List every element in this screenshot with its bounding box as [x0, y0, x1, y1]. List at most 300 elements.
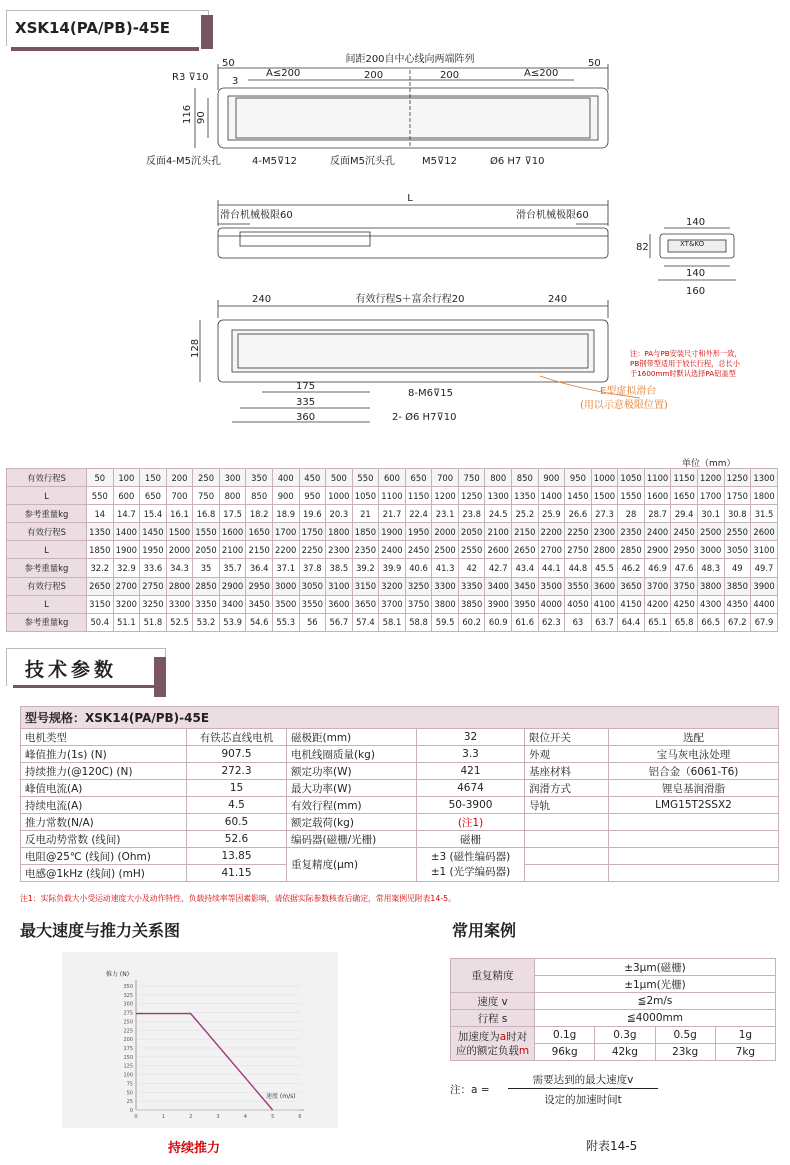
- dim-row-label: 参考重量kg: [7, 559, 87, 577]
- param-label: 持续推力(@120C) (N): [21, 763, 187, 780]
- dim-row-label: L: [7, 541, 87, 559]
- dim-cell: 24.5: [485, 505, 512, 523]
- dim-cell: 1200: [697, 469, 724, 487]
- param-label: 基座材料: [525, 763, 609, 780]
- chart-panel: [62, 952, 338, 1128]
- dim-cell: 150: [140, 469, 167, 487]
- param-label: 反电动势常数 (线间): [21, 831, 187, 848]
- cases-stroke-label: 行程 s: [451, 1010, 535, 1027]
- dim-cell: 4000: [538, 595, 565, 613]
- dim-cell: 20.3: [326, 505, 353, 523]
- dim-cell: 2300: [591, 523, 618, 541]
- dim-row: [7, 559, 778, 577]
- dim-cell: 32.9: [113, 559, 140, 577]
- y-tick-label: 200: [123, 1037, 133, 1044]
- dim-cell: 3550: [565, 577, 592, 595]
- dim-cell: 2800: [591, 541, 618, 559]
- param-label: 电机线圈质量(kg): [287, 746, 417, 763]
- dim-cell: 54.6: [246, 613, 273, 631]
- y-tick-label: 350: [123, 984, 133, 990]
- dim-cell: 2200: [538, 523, 565, 541]
- dim-cell: 3650: [618, 577, 645, 595]
- dim-cell: 500: [326, 469, 353, 487]
- dim-cell: 1700: [272, 523, 299, 541]
- dim-row-label: 有效行程S: [7, 577, 87, 595]
- dim-cell: 700: [432, 469, 459, 487]
- dim-cell: 49.7: [751, 559, 778, 577]
- accel-2: 0.5g: [655, 1027, 715, 1044]
- dim-cell: 39.2: [352, 559, 379, 577]
- spec-row: [21, 729, 779, 746]
- dim-cell: 600: [379, 469, 406, 487]
- callout-back-m5: 反面M5沉头孔: [330, 156, 395, 167]
- dim-cell: 3500: [538, 577, 565, 595]
- cases-stroke-value: ≦4000mm: [535, 1010, 776, 1027]
- dim-cell: 1400: [538, 487, 565, 505]
- dim-cell: 2000: [432, 523, 459, 541]
- dim-cell: 3250: [405, 577, 432, 595]
- param-value: 13.85: [187, 848, 287, 865]
- param-label: 磁极距(mm): [287, 729, 417, 746]
- dim-cell: 1000: [326, 487, 353, 505]
- dim-cell: 2100: [485, 523, 512, 541]
- dim-cell: 1350: [512, 487, 539, 505]
- dim-cell: 14.7: [113, 505, 140, 523]
- empty-cell: [525, 848, 609, 865]
- dim-cell: 61.6: [512, 613, 539, 631]
- cases-repeat-1: ±3μm(磁栅): [535, 959, 776, 976]
- dim-cell: 3200: [113, 595, 140, 613]
- dim-cell: 49: [724, 559, 751, 577]
- callout-back-4m5: 反面4-M5沉头孔: [146, 156, 221, 167]
- dim-cell: 2250: [565, 523, 592, 541]
- dim-cell: 3600: [591, 577, 618, 595]
- dim-row: [7, 487, 778, 505]
- dim-cell: 2450: [405, 541, 432, 559]
- dim-cell: 2800: [166, 577, 193, 595]
- dim-cell: 950: [565, 469, 592, 487]
- empty-cell: [609, 848, 779, 865]
- unit-label: 单位（mm）: [682, 459, 736, 469]
- spec-row: [21, 746, 779, 763]
- param-value: 锂皂基润滑脂: [609, 780, 779, 797]
- dim-cell: 63: [565, 613, 592, 631]
- dim-cell: 65.8: [671, 613, 698, 631]
- param-value: [609, 831, 779, 848]
- y-axis-label: 推力 (N): [106, 971, 130, 978]
- tech-tab-shadow: [154, 657, 166, 697]
- empty-cell: [609, 865, 779, 882]
- dim-cell: 38.5: [326, 559, 353, 577]
- load-2: 23kg: [655, 1044, 715, 1061]
- dim-cell: 3150: [352, 577, 379, 595]
- param-label: 有效行程(mm): [287, 797, 417, 814]
- dim-cell: 1450: [140, 523, 167, 541]
- dim-cell: 19.6: [299, 505, 326, 523]
- dim-cell: 27.3: [591, 505, 618, 523]
- dim-row-label: L: [7, 595, 87, 613]
- dim-cell: 3300: [432, 577, 459, 595]
- dim-cell: 3150: [87, 595, 114, 613]
- dimension-table: [6, 468, 778, 632]
- y-tick-label: 125: [123, 1063, 133, 1070]
- dim-cell: 350: [246, 469, 273, 487]
- dim-cell: 2450: [671, 523, 698, 541]
- dim-cell: 58.8: [405, 613, 432, 631]
- end-height-82: 82: [636, 242, 649, 253]
- dim-3: 3: [232, 76, 239, 87]
- dim-cell: 3250: [140, 595, 167, 613]
- dim-cell: 1900: [113, 541, 140, 559]
- accel-label-part-2: 时对: [506, 1030, 528, 1043]
- callout-bottom-pin: 2- Ø6 H7⊽10: [392, 412, 457, 423]
- param-label: 最大功率(W): [287, 780, 417, 797]
- dim-cell: 25.9: [538, 505, 565, 523]
- dim-cell: 1050: [618, 469, 645, 487]
- accel-1: 0.3g: [595, 1027, 655, 1044]
- dim-row: [7, 505, 778, 523]
- dim-cell: 53.2: [193, 613, 220, 631]
- dim-cell: 56: [299, 613, 326, 631]
- param-value: 272.3: [187, 763, 287, 780]
- dim-cell: 1650: [671, 487, 698, 505]
- dim-cell: 4150: [618, 595, 645, 613]
- dim-cell: 31.5: [751, 505, 778, 523]
- param-value: [609, 814, 779, 831]
- param-label: 峰值电流(A): [21, 780, 187, 797]
- technical-drawing: [0, 0, 790, 440]
- dim-cell: 1800: [326, 523, 353, 541]
- x-tick-label: 0: [134, 1114, 138, 1120]
- y-tick-label: 75: [126, 1081, 133, 1088]
- a-left-label: A≤200: [266, 68, 301, 79]
- dim-cell: 3450: [512, 577, 539, 595]
- dim-cell: 2400: [379, 541, 406, 559]
- param-label: 外观: [525, 746, 609, 763]
- dim-cell: 42.7: [485, 559, 512, 577]
- param-label: 润滑方式: [525, 780, 609, 797]
- dim-cell: 3000: [272, 577, 299, 595]
- dim-cell: 3900: [485, 595, 512, 613]
- limit-left-label: 滑台机械极限60: [220, 210, 293, 221]
- param-value: 3.3: [417, 746, 525, 763]
- dim-240-right: 240: [548, 294, 568, 305]
- dim-360: 360: [296, 412, 316, 423]
- dim-cell: 56.7: [326, 613, 353, 631]
- limit-right-label: 滑台机械极限60: [516, 210, 589, 221]
- dim-cell: 4350: [724, 595, 751, 613]
- repeat-accuracy-label: 重复精度(μm): [287, 848, 417, 882]
- x-axis-label: 速度 (m/s): [266, 1093, 296, 1100]
- dim-cell: 1750: [724, 487, 751, 505]
- repeat-optical: ±1 (光学编码器): [430, 865, 511, 878]
- empty-cell: [525, 865, 609, 882]
- repeat-magnetic: ±3 (磁性编码器): [430, 850, 511, 863]
- param-label: 电机类型: [21, 729, 187, 746]
- dim-row-label: 参考重量kg: [7, 613, 87, 631]
- dim-cell: 250: [193, 469, 220, 487]
- dim-cell: 43.4: [512, 559, 539, 577]
- cases-table: [450, 958, 776, 1061]
- param-value: 铝合金（6061-T6): [609, 763, 779, 780]
- param-value: 宝马灰电泳处理: [609, 746, 779, 763]
- dim-cell: 3050: [724, 541, 751, 559]
- dim-cell: 1700: [697, 487, 724, 505]
- param-value: 磁栅: [417, 831, 525, 848]
- param-label: 推力常数(N/A): [21, 814, 187, 831]
- spec-table: [20, 706, 779, 882]
- dim-cell: 1450: [565, 487, 592, 505]
- dim-cell: 59.5: [432, 613, 459, 631]
- dim-cell: 18.9: [272, 505, 299, 523]
- spec-row: [21, 848, 779, 865]
- tech-section-title: 技术参数: [25, 659, 118, 681]
- dim-cell: 26.6: [565, 505, 592, 523]
- dim-cell: 200: [166, 469, 193, 487]
- e-type-sub: (用以示意极限位置): [580, 400, 668, 411]
- height-116: 116: [182, 104, 193, 124]
- load-3: 7kg: [715, 1044, 775, 1061]
- dim-cell: 1100: [644, 469, 671, 487]
- param-label: 电阻@25℃ (线间) (Ohm): [21, 848, 187, 865]
- callout-m5: M5⊽12: [422, 156, 458, 167]
- dim-cell: 550: [87, 487, 114, 505]
- dim-cell: 100: [113, 469, 140, 487]
- dim-cell: 3550: [299, 595, 326, 613]
- dim-cell: 41.3: [432, 559, 459, 577]
- dim-cell: 1500: [591, 487, 618, 505]
- param-label: 限位开关: [525, 729, 609, 746]
- dim-cell: 1200: [432, 487, 459, 505]
- a-right-label: A≤200: [524, 68, 559, 79]
- x-tick-label: 4: [243, 1114, 247, 1120]
- radius-label: R3 ⊽10: [172, 72, 209, 83]
- dim-cell: 650: [140, 487, 167, 505]
- dim-row-label: 有效行程S: [7, 469, 87, 487]
- dim-cell: 900: [538, 469, 565, 487]
- model-title: XSK14(PA/PB)-45E: [15, 19, 171, 37]
- param-value: 52.6: [187, 831, 287, 848]
- dim-cell: 45.5: [591, 559, 618, 577]
- dim-cell: 15.4: [140, 505, 167, 523]
- cases-speed-value: ≦2m/s: [535, 993, 776, 1010]
- dim-cell: 1850: [352, 523, 379, 541]
- param-value: 50-3900: [417, 797, 525, 814]
- accel-label-m: m: [518, 1044, 530, 1057]
- dim-cell: 30.1: [697, 505, 724, 523]
- dim-row-label: 参考重量kg: [7, 505, 87, 523]
- param-value: 15: [187, 780, 287, 797]
- dim-cell: 2000: [166, 541, 193, 559]
- dim-cell: 2150: [246, 541, 273, 559]
- dim-cell: 16.1: [166, 505, 193, 523]
- spec-header: 型号规格：XSK14(PA/PB)-45E: [21, 707, 779, 729]
- dim-cell: 1600: [219, 523, 246, 541]
- dim-cell: 3650: [352, 595, 379, 613]
- param-label: 峰值推力(1s) (N): [21, 746, 187, 763]
- dim-cell: 3700: [379, 595, 406, 613]
- spec-row: [21, 797, 779, 814]
- dim-row: [7, 577, 778, 595]
- param-label: 额定载荷(kg): [287, 814, 417, 831]
- dim-cell: 3100: [326, 577, 353, 595]
- param-label: 电感@1kHz (线间) (mH): [21, 865, 187, 882]
- x-tick-label: 6: [298, 1114, 302, 1120]
- end-logo-text: XT&KO: [680, 240, 705, 248]
- param-value: LMG15T2SSX2: [609, 797, 779, 814]
- dim-cell: 47.6: [671, 559, 698, 577]
- dim-cell: 3850: [458, 595, 485, 613]
- cases-repeat-label: 重复精度: [451, 959, 535, 993]
- dim-cell: 3050: [299, 577, 326, 595]
- dim-cell: 55.3: [272, 613, 299, 631]
- dim-cell: 2050: [193, 541, 220, 559]
- dim-cell: 1050: [352, 487, 379, 505]
- dim-cell: 34.3: [166, 559, 193, 577]
- x-tick-label: 5: [271, 1114, 275, 1120]
- dim-cell: 2250: [299, 541, 326, 559]
- dim-cell: 3750: [671, 577, 698, 595]
- x-tick-label: 1: [161, 1114, 165, 1120]
- dim-cell: 2700: [113, 577, 140, 595]
- dim-cell: 1600: [644, 487, 671, 505]
- dim-cell: 60.2: [458, 613, 485, 631]
- chart-title: 最大速度与推力关系图: [20, 921, 181, 940]
- dim-50-right: 50: [588, 58, 601, 69]
- e-type-label: E型虚拟滑台: [600, 386, 657, 397]
- param-label: 持续电流(A): [21, 797, 187, 814]
- dim-cell: 2300: [326, 541, 353, 559]
- center-spacing-label: 间距200自中心线向两端阵列: [345, 54, 475, 65]
- dim-cell: 33.6: [140, 559, 167, 577]
- dim-cell: 1350: [87, 523, 114, 541]
- dim-cell: 35.7: [219, 559, 246, 577]
- tech-tab-underline: [13, 685, 163, 688]
- dim-cell: 29.4: [671, 505, 698, 523]
- dim-cell: 2850: [193, 577, 220, 595]
- dim-cell: 1950: [405, 523, 432, 541]
- dim-cell: 2850: [618, 541, 645, 559]
- dim-cell: 62.3: [538, 613, 565, 631]
- dim-row-label: 有效行程S: [7, 523, 87, 541]
- param-value: 41.15: [187, 865, 287, 882]
- dim-cell: 39.9: [379, 559, 406, 577]
- dim-cell: 2400: [644, 523, 671, 541]
- accel-label-part-1: 加速度为: [457, 1030, 500, 1043]
- end-width-140-top: 140: [686, 217, 706, 228]
- dim-cell: 37.8: [299, 559, 326, 577]
- dim-cell: 60.9: [485, 613, 512, 631]
- drawing-note-line-3: 于1600mm时默认选择PA铝盖型: [630, 369, 736, 378]
- dim-cell: 51.1: [113, 613, 140, 631]
- dim-cell: 750: [193, 487, 220, 505]
- formula-denominator: 设定的加速时间t: [544, 1094, 622, 1106]
- dim-cell: 46.9: [644, 559, 671, 577]
- y-tick-label: 275: [123, 1010, 133, 1017]
- dim-cell: 4200: [644, 595, 671, 613]
- dim-cell: 2350: [618, 523, 645, 541]
- dim-cell: 750: [458, 469, 485, 487]
- dim-cell: 1150: [405, 487, 432, 505]
- dim-cell: 950: [299, 487, 326, 505]
- repeat-accuracy-value: [417, 848, 525, 882]
- dim-cell: 42: [458, 559, 485, 577]
- dim-cell: 18.2: [246, 505, 273, 523]
- y-tick-label: 100: [123, 1072, 133, 1079]
- y-tick-label: 25: [126, 1099, 133, 1106]
- speed-force-chart: [62, 952, 338, 1128]
- spec-row: [21, 831, 779, 848]
- dim-cell: 58.1: [379, 613, 406, 631]
- continuous-force-line: [136, 1014, 273, 1110]
- dim-cell: 2200: [272, 541, 299, 559]
- dim-cell: 2700: [538, 541, 565, 559]
- y-tick-label: 150: [123, 1054, 133, 1061]
- dim-cell: 51.8: [140, 613, 167, 631]
- dim-cell: 16.8: [193, 505, 220, 523]
- dim-cell: 4400: [751, 595, 778, 613]
- dim-cell: 900: [272, 487, 299, 505]
- dim-cell: 21.7: [379, 505, 406, 523]
- cases-title: 常用案例: [452, 921, 517, 940]
- stroke-label: 有效行程S＋富余行程20: [355, 294, 465, 305]
- dim-cell: 2650: [512, 541, 539, 559]
- dim-cell: 21: [352, 505, 379, 523]
- dim-cell: 2900: [644, 541, 671, 559]
- dim-cell: 63.7: [591, 613, 618, 631]
- param-value: 4.5: [187, 797, 287, 814]
- dim-175: 175: [296, 381, 316, 392]
- param-label: [525, 814, 609, 831]
- dim-cell: 2500: [432, 541, 459, 559]
- height-128: 128: [190, 338, 201, 358]
- dim-cell: 3900: [751, 577, 778, 595]
- length-l-label: L: [407, 193, 413, 204]
- dim-cell: 57.4: [352, 613, 379, 631]
- dim-cell: 600: [113, 487, 140, 505]
- dim-cell: 17.5: [219, 505, 246, 523]
- dim-cell: 1850: [87, 541, 114, 559]
- dim-cell: 3800: [432, 595, 459, 613]
- dim-cell: 25.2: [512, 505, 539, 523]
- dim-cell: 44.8: [565, 559, 592, 577]
- dim-cell: 1750: [299, 523, 326, 541]
- dim-cell: 800: [485, 469, 512, 487]
- y-tick-label: 225: [123, 1028, 133, 1035]
- dim-cell: 66.5: [697, 613, 724, 631]
- callout-pin-hole: Ø6 H7 ⊽10: [490, 156, 545, 167]
- spec-row: [21, 814, 779, 831]
- dim-cell: 1300: [485, 487, 512, 505]
- param-value: 有铁芯直线电机: [187, 729, 287, 746]
- note-1: 注1：实际负载大小受运动速度大小及动作特性、负载持续率等因素影响，请依据实际参数核查后确定，常用案例见附表14-5。: [20, 894, 456, 903]
- dim-cell: 1100: [379, 487, 406, 505]
- dim-cell: 3350: [193, 595, 220, 613]
- dim-cell: 4250: [671, 595, 698, 613]
- footer-table-ref: 附表14-5: [586, 1139, 638, 1153]
- dim-200-a: 200: [364, 70, 384, 81]
- dim-cell: 3950: [512, 595, 539, 613]
- y-tick-label: 325: [123, 992, 133, 999]
- formula-fraction-bar: [508, 1088, 658, 1089]
- param-label: 导轨: [525, 797, 609, 814]
- end-width-160: 160: [686, 286, 706, 297]
- y-tick-label: 300: [123, 1001, 133, 1008]
- dim-cell: 3600: [326, 595, 353, 613]
- dim-cell: 3750: [405, 595, 432, 613]
- side-view-body: [218, 228, 608, 258]
- dim-cell: 3100: [751, 541, 778, 559]
